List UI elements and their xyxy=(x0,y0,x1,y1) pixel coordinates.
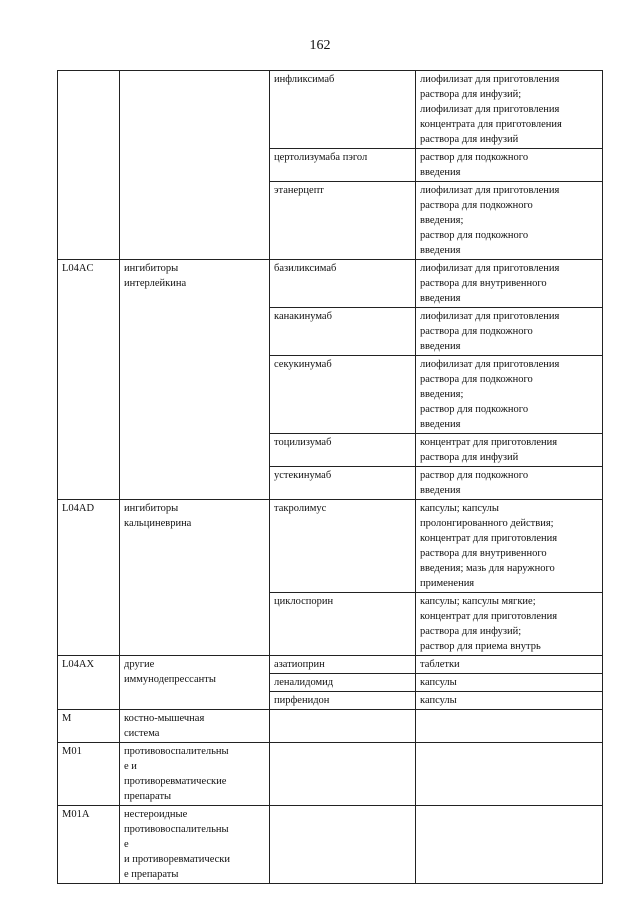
page-number: 162 xyxy=(309,38,331,53)
dosage-form-cell: капсулы xyxy=(416,674,603,692)
dosage-form-cell: лиофилизат для приготовления раствора для подкожного введения; раствор для подкожного введения xyxy=(416,182,603,260)
dosage-form-cell: лиофилизат для приготовления раствора для подкожного введения; раствор для подкожного введения xyxy=(416,356,603,434)
atc-code-cell: M01 xyxy=(58,743,120,806)
drug-name-cell: секукинумаб xyxy=(270,356,416,434)
dosage-form-cell xyxy=(416,743,603,806)
anatomical-therapeutic-group-cell: нестероидные противовоспалительны е и противоревматически е препараты xyxy=(120,806,270,884)
table-body xyxy=(58,71,603,884)
table-row xyxy=(58,743,603,806)
anatomical-therapeutic-group-cell: противовоспалительны е и противоревматические препараты xyxy=(120,743,270,806)
table-row xyxy=(58,710,603,743)
drug-name-cell xyxy=(270,806,416,884)
dosage-form-cell: капсулы xyxy=(416,692,603,710)
dosage-form-cell xyxy=(416,710,603,743)
dosage-form-cell: раствор для подкожного введения xyxy=(416,149,603,182)
dosage-form-cell: таблетки xyxy=(416,656,603,674)
drug-name-cell: пирфенидон xyxy=(270,692,416,710)
drug-table xyxy=(57,70,603,884)
drug-name-cell: инфликсимаб xyxy=(270,71,416,149)
drug-name-cell: устекинумаб xyxy=(270,467,416,500)
dosage-form-cell: лиофилизат для приготовления раствора для инфузий; лиофилизат для приготовления концентрата для приготовления раствора для инфузий xyxy=(416,71,603,149)
dosage-form-cell xyxy=(416,806,603,884)
dosage-form-cell: капсулы; капсулы мягкие; концентрат для приготовления раствора для инфузий; раствор для приема внутрь xyxy=(416,593,603,656)
drug-name-cell: этанерцепт xyxy=(270,182,416,260)
atc-code-cell: L04AX xyxy=(58,656,120,710)
table-row xyxy=(58,656,603,674)
dosage-form-cell: концентрат для приготовления раствора для инфузий xyxy=(416,434,603,467)
atc-code-cell: L04AC xyxy=(58,260,120,500)
drug-name-cell xyxy=(270,710,416,743)
atc-code-cell xyxy=(58,71,120,260)
table-row xyxy=(58,806,603,884)
drug-name-cell: азатиоприн xyxy=(270,656,416,674)
dosage-form-cell: лиофилизат для приготовления раствора для подкожного введения xyxy=(416,308,603,356)
drug-name-cell: тоцилизумаб xyxy=(270,434,416,467)
drug-name-cell xyxy=(270,743,416,806)
table-row xyxy=(58,260,603,308)
anatomical-therapeutic-group-cell xyxy=(120,71,270,260)
table-row xyxy=(58,71,603,149)
dosage-form-cell: раствор для подкожного введения xyxy=(416,467,603,500)
anatomical-therapeutic-group-cell: ингибиторы интерлейкина xyxy=(120,260,270,500)
table-row xyxy=(58,500,603,593)
drug-name-cell: леналидомид xyxy=(270,674,416,692)
drug-name-cell: такролимус xyxy=(270,500,416,593)
drug-name-cell: базиликсимаб xyxy=(270,260,416,308)
anatomical-therapeutic-group-cell: костно-мышечная система xyxy=(120,710,270,743)
anatomical-therapeutic-group-cell: другие иммунодепрессанты xyxy=(120,656,270,710)
drug-name-cell: цертолизумаба пэгол xyxy=(270,149,416,182)
dosage-form-cell: лиофилизат для приготовления раствора для внутривенного введения xyxy=(416,260,603,308)
atc-code-cell: M01A xyxy=(58,806,120,884)
atc-code-cell: L04AD xyxy=(58,500,120,656)
drug-name-cell: циклоспорин xyxy=(270,593,416,656)
dosage-form-cell: капсулы; капсулы пролонгированного действия; концентрат для приготовления раствора для внутривенного введения; мазь для наружного применения xyxy=(416,500,603,593)
atc-code-cell: M xyxy=(58,710,120,743)
anatomical-therapeutic-group-cell: ингибиторы кальциневрина xyxy=(120,500,270,656)
drug-name-cell: канакинумаб xyxy=(270,308,416,356)
